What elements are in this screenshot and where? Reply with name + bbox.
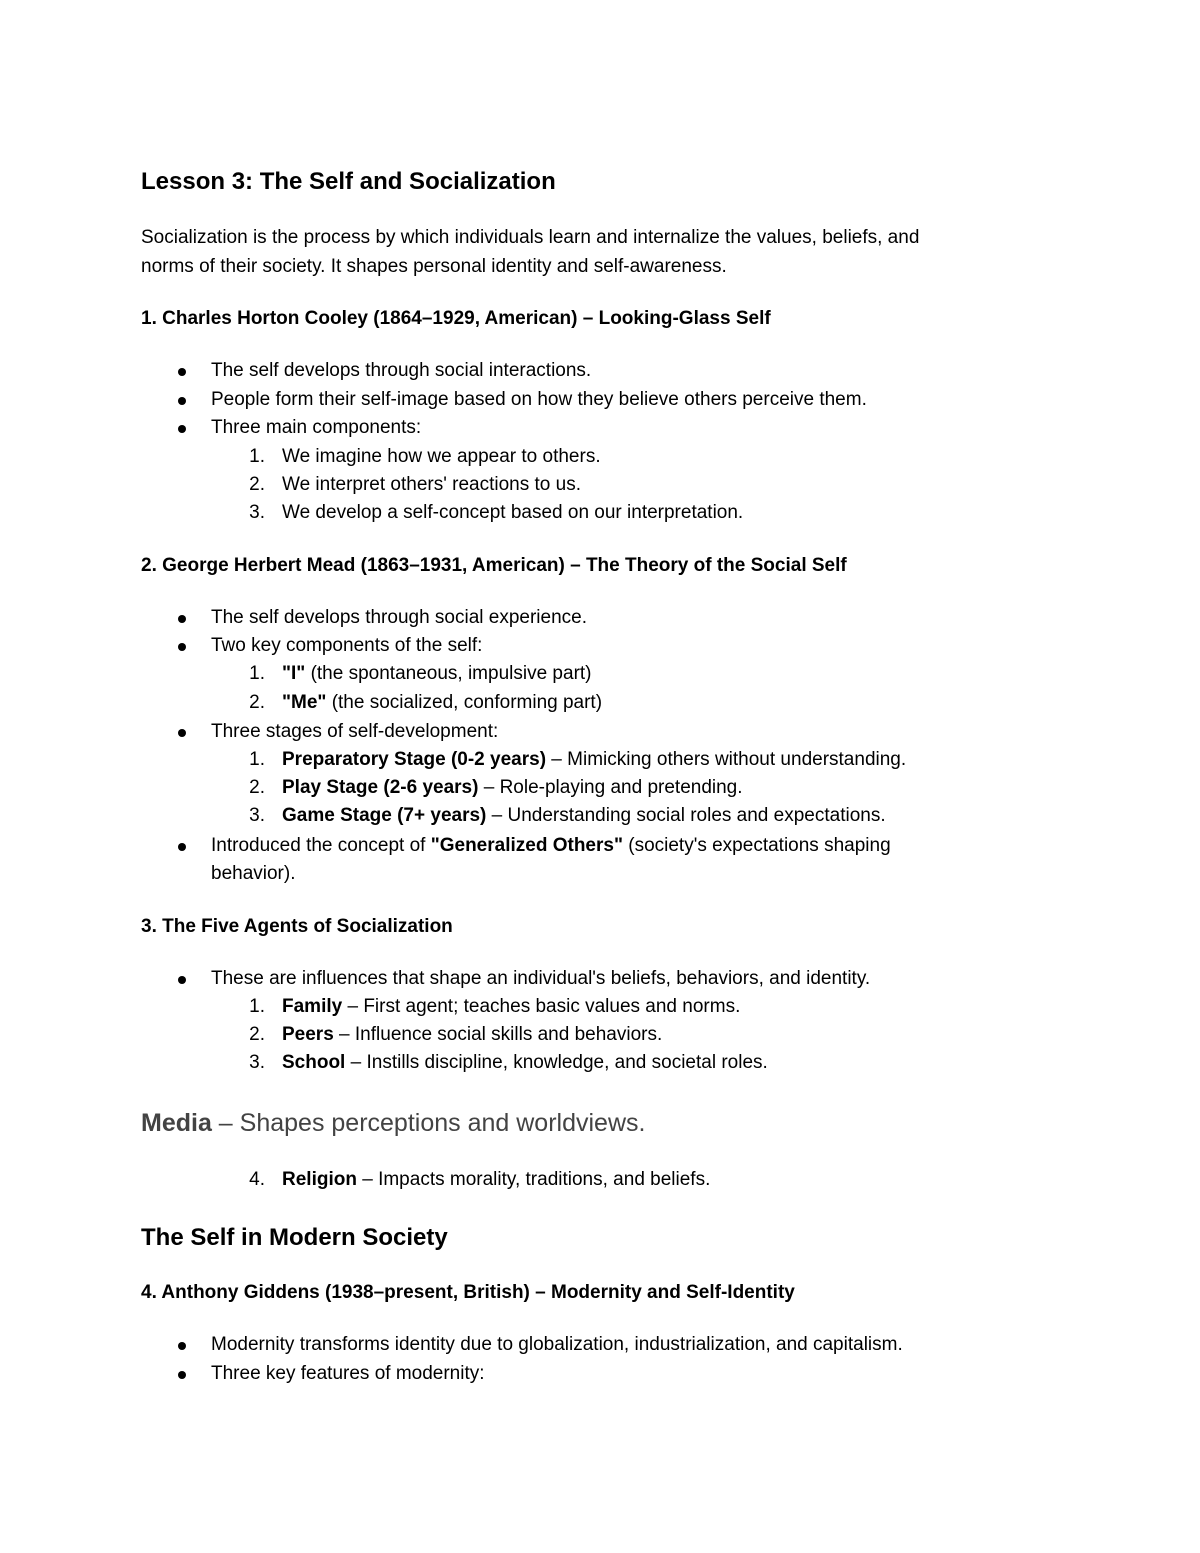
section-1-heading: 1. Charles Horton Cooley (1864–1929, American) – Looking-Glass Self	[141, 308, 771, 329]
sec3-agent-1: Family – First agent; teaches basic values and norms.	[282, 996, 741, 1017]
list-number: 1.	[249, 446, 265, 467]
section-3-heading: 3. The Five Agents of Socialization	[141, 916, 453, 937]
list-number: 3.	[249, 805, 265, 826]
sec3-agent-2: Peers – Influence social skills and behaviors.	[282, 1024, 663, 1045]
list-number: 2.	[249, 1024, 265, 1045]
list-number: 3.	[249, 502, 265, 523]
sec1-bullet-3: Three main components:	[211, 417, 422, 438]
bullet-icon	[178, 843, 186, 851]
media-heading: Media – Shapes perceptions and worldviews.	[141, 1109, 646, 1137]
sec3-agent-3: School – Instills discipline, knowledge, and societal roles.	[282, 1052, 768, 1073]
sec1-bullet-1: The self develops through social interactions.	[211, 360, 592, 381]
bullet-icon	[178, 729, 186, 737]
sec2-bullet-4: Introduced the concept of "Generalized Others" (society's expectations shaping	[211, 835, 891, 856]
list-number: 4.	[249, 1169, 265, 1190]
list-number: 1.	[249, 996, 265, 1017]
list-number: 3.	[249, 1052, 265, 1073]
bullet-icon	[178, 1371, 186, 1379]
sec2-component-2: "Me" (the socialized, conforming part)	[282, 692, 603, 713]
sec1-component-2: We interpret others' reactions to us.	[282, 474, 581, 495]
list-number: 2.	[249, 692, 265, 713]
bullet-icon	[178, 1342, 186, 1350]
list-number: 1.	[249, 749, 265, 770]
list-number: 2.	[249, 474, 265, 495]
sec3-bullet-1: These are influences that shape an individual's beliefs, behaviors, and identity.	[211, 968, 871, 989]
sec4-bullet-2: Three key features of modernity:	[211, 1363, 485, 1384]
page-title: Lesson 3: The Self and Socialization	[141, 168, 556, 195]
modern-society-heading: The Self in Modern Society	[141, 1224, 448, 1251]
bullet-icon	[178, 615, 186, 623]
bullet-icon	[178, 976, 186, 984]
sec3-agent-religion: Religion – Impacts morality, traditions, and beliefs.	[282, 1169, 711, 1190]
section-4-heading: 4. Anthony Giddens (1938–present, British) – Modernity and Self-Identity	[141, 1282, 795, 1303]
list-number: 2.	[249, 777, 265, 798]
intro-line-2: norms of their society. It shapes personal identity and self-awareness.	[141, 256, 727, 277]
list-number: 1.	[249, 663, 265, 684]
bullet-icon	[178, 643, 186, 651]
section-2-heading: 2. George Herbert Mead (1863–1931, American) – The Theory of the Social Self	[141, 555, 847, 576]
sec1-bullet-2: People form their self-image based on how they believe others perceive them.	[211, 389, 867, 410]
sec2-bullet-3: Three stages of self-development:	[211, 721, 499, 742]
sec1-component-1: We imagine how we appear to others.	[282, 446, 601, 467]
bullet-icon	[178, 425, 186, 433]
sec2-bullet-2: Two key components of the self:	[211, 635, 483, 656]
sec1-component-3: We develop a self-concept based on our interpretation.	[282, 502, 744, 523]
sec2-stage-1: Preparatory Stage (0-2 years) – Mimicking others without understanding.	[282, 749, 907, 770]
intro-line-1: Socialization is the process by which individuals learn and internalize the values, beliefs, and	[141, 227, 920, 248]
sec2-bullet-1: The self develops through social experience.	[211, 607, 588, 628]
sec4-bullet-1: Modernity transforms identity due to globalization, industrialization, and capitalism.	[211, 1334, 903, 1355]
bullet-icon	[178, 368, 186, 376]
sec2-bullet-4-line-2: behavior).	[211, 863, 296, 884]
bullet-icon	[178, 397, 186, 405]
sec2-stage-3: Game Stage (7+ years) – Understanding social roles and expectations.	[282, 805, 886, 826]
sec2-stage-2: Play Stage (2-6 years) – Role-playing and pretending.	[282, 777, 743, 798]
sec2-component-1: "I" (the spontaneous, impulsive part)	[282, 663, 592, 684]
